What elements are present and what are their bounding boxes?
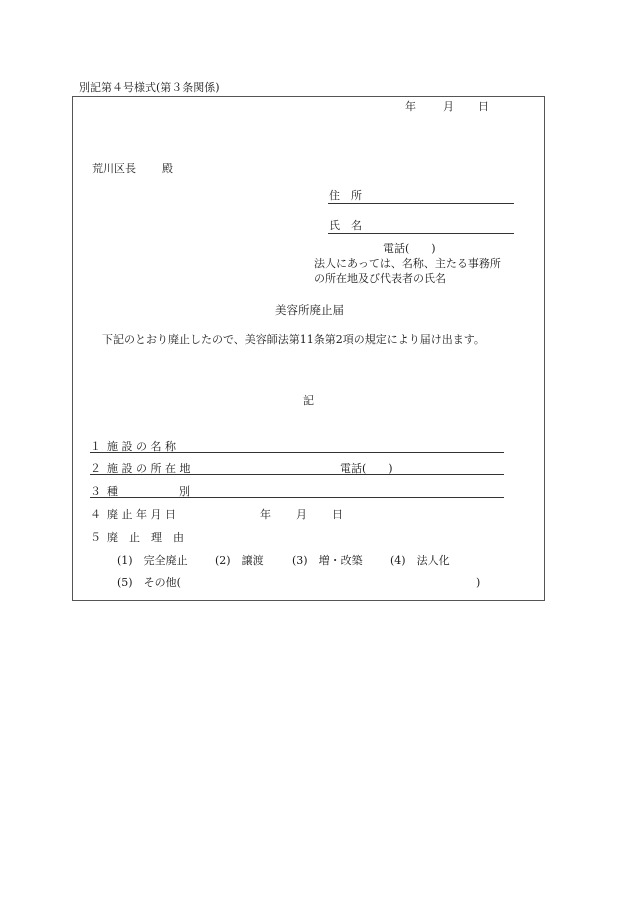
item1-number: １ [90, 440, 101, 453]
item2-label: 施 設 の 所 在 地 [107, 462, 191, 475]
item5-label: 廃 止 理 由 [107, 531, 184, 544]
addressee-name: 荒川区長 [92, 162, 136, 175]
item3-field-underline[interactable] [90, 497, 504, 498]
item4-number: ４ [90, 508, 101, 521]
form-frame [72, 96, 545, 601]
statement-text: 下記のとおり廃止したので、美容師法第11条第2項の規定により届け出ます。 [102, 333, 485, 346]
item5-number: ５ [90, 531, 101, 544]
reason-option-2[interactable]: (2) 譲渡 [215, 554, 264, 567]
corporation-note-line1: 法人にあっては、名称、主たる事務所 [314, 257, 501, 270]
item1-field-underline[interactable] [90, 452, 504, 453]
address-label: 住 所 [329, 189, 362, 202]
date-month-label: 月 [443, 100, 454, 113]
ki-heading: 記 [303, 394, 314, 407]
form-header-label: 別記第４号様式(第３条関係) [79, 81, 220, 94]
form-title: 美容所廃止届 [275, 303, 344, 317]
item2-number: ２ [90, 462, 101, 475]
name-label: 氏 名 [329, 219, 362, 232]
item3-label-start: 種 [107, 485, 118, 498]
phone-label: 電話( ) [383, 242, 436, 255]
item2-field-underline[interactable] [90, 474, 504, 475]
reason-other-close-paren: ) [476, 576, 481, 589]
item3-number: ３ [90, 485, 101, 498]
item4-month-label: 月 [296, 508, 307, 521]
item4-year-label: 年 [260, 508, 271, 521]
name-field-underline[interactable] [328, 233, 514, 234]
reason-option-3[interactable]: (3) 増・改築 [292, 554, 363, 567]
item4-day-label: 日 [332, 508, 343, 521]
reason-option-5[interactable]: (5) その他( [117, 576, 181, 589]
reason-option-4[interactable]: (4) 法人化 [390, 554, 450, 567]
date-year-label: 年 [405, 100, 416, 113]
reason-option-1[interactable]: (1) 完全廃止 [117, 554, 188, 567]
addressee-honorific: 殿 [162, 162, 173, 175]
date-day-label: 日 [478, 100, 489, 113]
address-field-underline[interactable] [328, 203, 514, 204]
item2-phone-label: 電話( ) [340, 462, 393, 475]
item3-label-end: 別 [179, 485, 190, 498]
corporation-note-line2: の所在地及び代表者の氏名 [314, 272, 446, 285]
item1-label: 施 設 の 名 称 [107, 440, 176, 453]
item4-label: 廃 止 年 月 日 [107, 508, 176, 521]
